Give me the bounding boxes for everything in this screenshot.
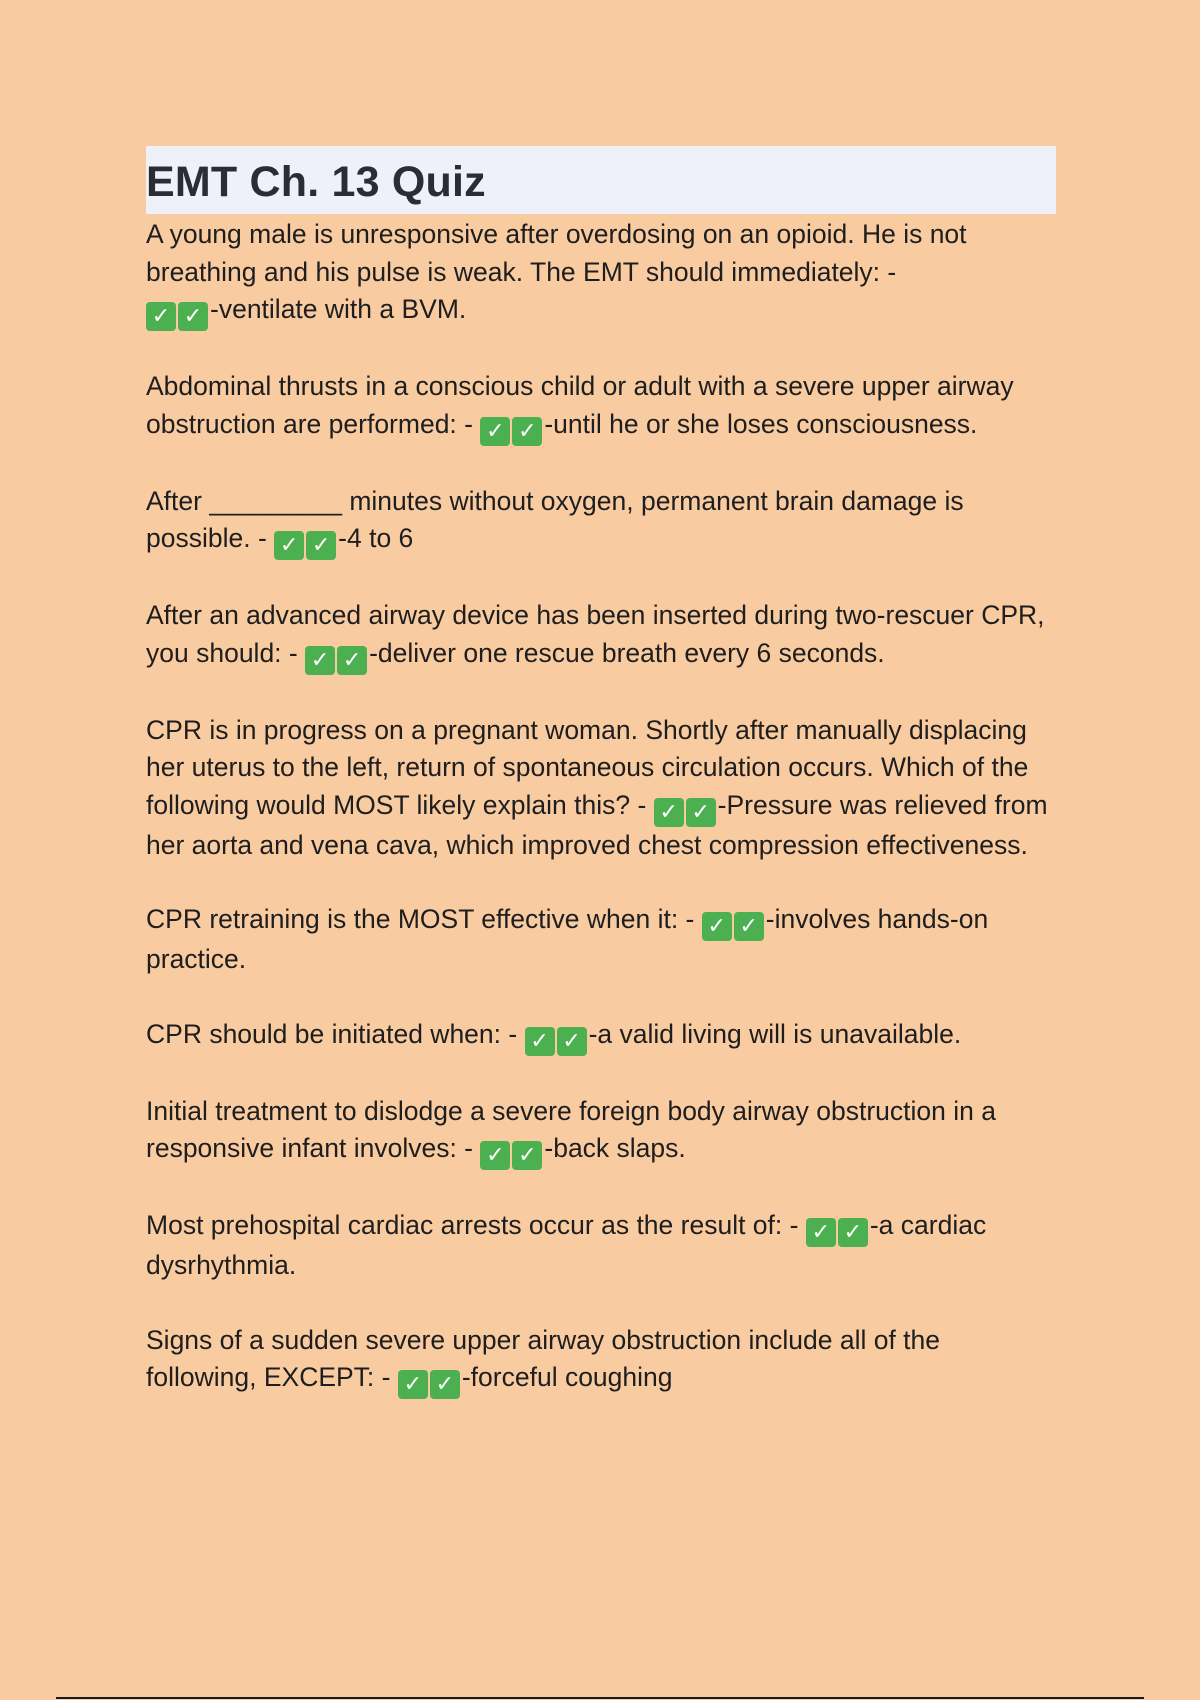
qa-item-10 [146,1322,1056,1400]
check-mark-icon: ✓ [702,912,732,941]
question-text: CPR is in progress on a pregnant woman. Shortly after manually displacing her uterus to the left, return of spontaneous circulation occurs. Which of the following would MOST likely explain this? - [146,714,1029,820]
check-mark-icon: ✓ [734,912,764,941]
check-mark-icon: ✓ [525,1027,555,1056]
qa-item-2 [146,368,1056,446]
check-mark-icon: ✓ [512,1141,542,1170]
answer-text: -forceful coughing [461,1362,673,1392]
check-mark-icon: ✓ [838,1218,868,1247]
check-mark-icon: ✓ [686,798,716,827]
question-text: Signs of a sudden severe upper airway obstruction include all of the following, EXCEPT: - [146,1324,941,1392]
question-text: Abdominal thrusts in a conscious child or adult with a severe upper airway obstruction are performed: - [146,371,1014,439]
qa-item-9 [146,1207,1056,1285]
question-text: After _________ minutes without oxygen, permanent brain damage is possible. - [146,485,964,553]
qa-item-4 [146,597,1056,675]
answer-text: -a cardiac dysrhythmia. [146,1210,987,1280]
footer-divider [56,1697,1144,1699]
check-mark-icon: ✓ [430,1370,460,1399]
question-text: CPR should be initiated when: - [146,1018,518,1049]
check-mark-icon: ✓ [146,302,176,331]
qa-item-5 [146,712,1056,865]
answer-text: -deliver one rescue breath every 6 seconds. [369,637,885,668]
answer-text: -a valid living will is unavailable. [588,1018,962,1049]
check-mark-icon: ✓ [512,417,542,446]
qa-list [146,216,1056,1399]
check-mark-icon: ✓ [398,1370,428,1399]
answer-text: -ventilate with a BVM. [210,294,467,324]
document-page [146,146,1056,1436]
check-mark-icon: ✓ [305,646,335,675]
qa-item-7 [146,1016,1056,1056]
check-mark-icon: ✓ [274,531,304,560]
question-text: After an advanced airway device has been inserted during two-rescuer CPR, you should: - [146,600,1045,668]
question-text: CPR retraining is the MOST effective when it: - [146,904,695,934]
check-mark-icon: ✓ [806,1218,836,1247]
qa-item-1 [146,216,1056,331]
check-mark-icon: ✓ [557,1027,587,1056]
check-mark-icon: ✓ [306,531,336,560]
qa-item-8 [146,1093,1056,1171]
answer-text: -Pressure was relieved from her aorta and vena cava, which improved chest compression effectiveness. [146,789,1048,860]
qa-item-3 [146,483,1056,561]
check-mark-icon: ✓ [480,417,510,446]
page-title: EMT Ch. 13 Quiz [146,157,486,206]
question-text: Most prehospital cardiac arrests occur as the result of: - [146,1210,799,1240]
qa-item-6 [146,901,1056,979]
title-bar [146,146,1056,214]
check-mark-icon: ✓ [480,1141,510,1170]
answer-text: -4 to 6 [338,523,414,553]
answer-text: -until he or she loses consciousness. [544,408,978,439]
answer-text: -back slaps. [544,1133,686,1163]
answer-text: -involves hands-on practice. [146,904,989,974]
question-text: A young male is unresponsive after overdosing on an opioid. He is not breathing and his pulse is weak. The EMT should immediately: - [146,219,967,287]
check-mark-icon: ✓ [654,798,684,827]
check-mark-icon: ✓ [178,302,208,331]
check-mark-icon: ✓ [337,646,367,675]
question-text: Initial treatment to dislodge a severe foreign body airway obstruction in a responsive infant involves: - [146,1095,996,1163]
